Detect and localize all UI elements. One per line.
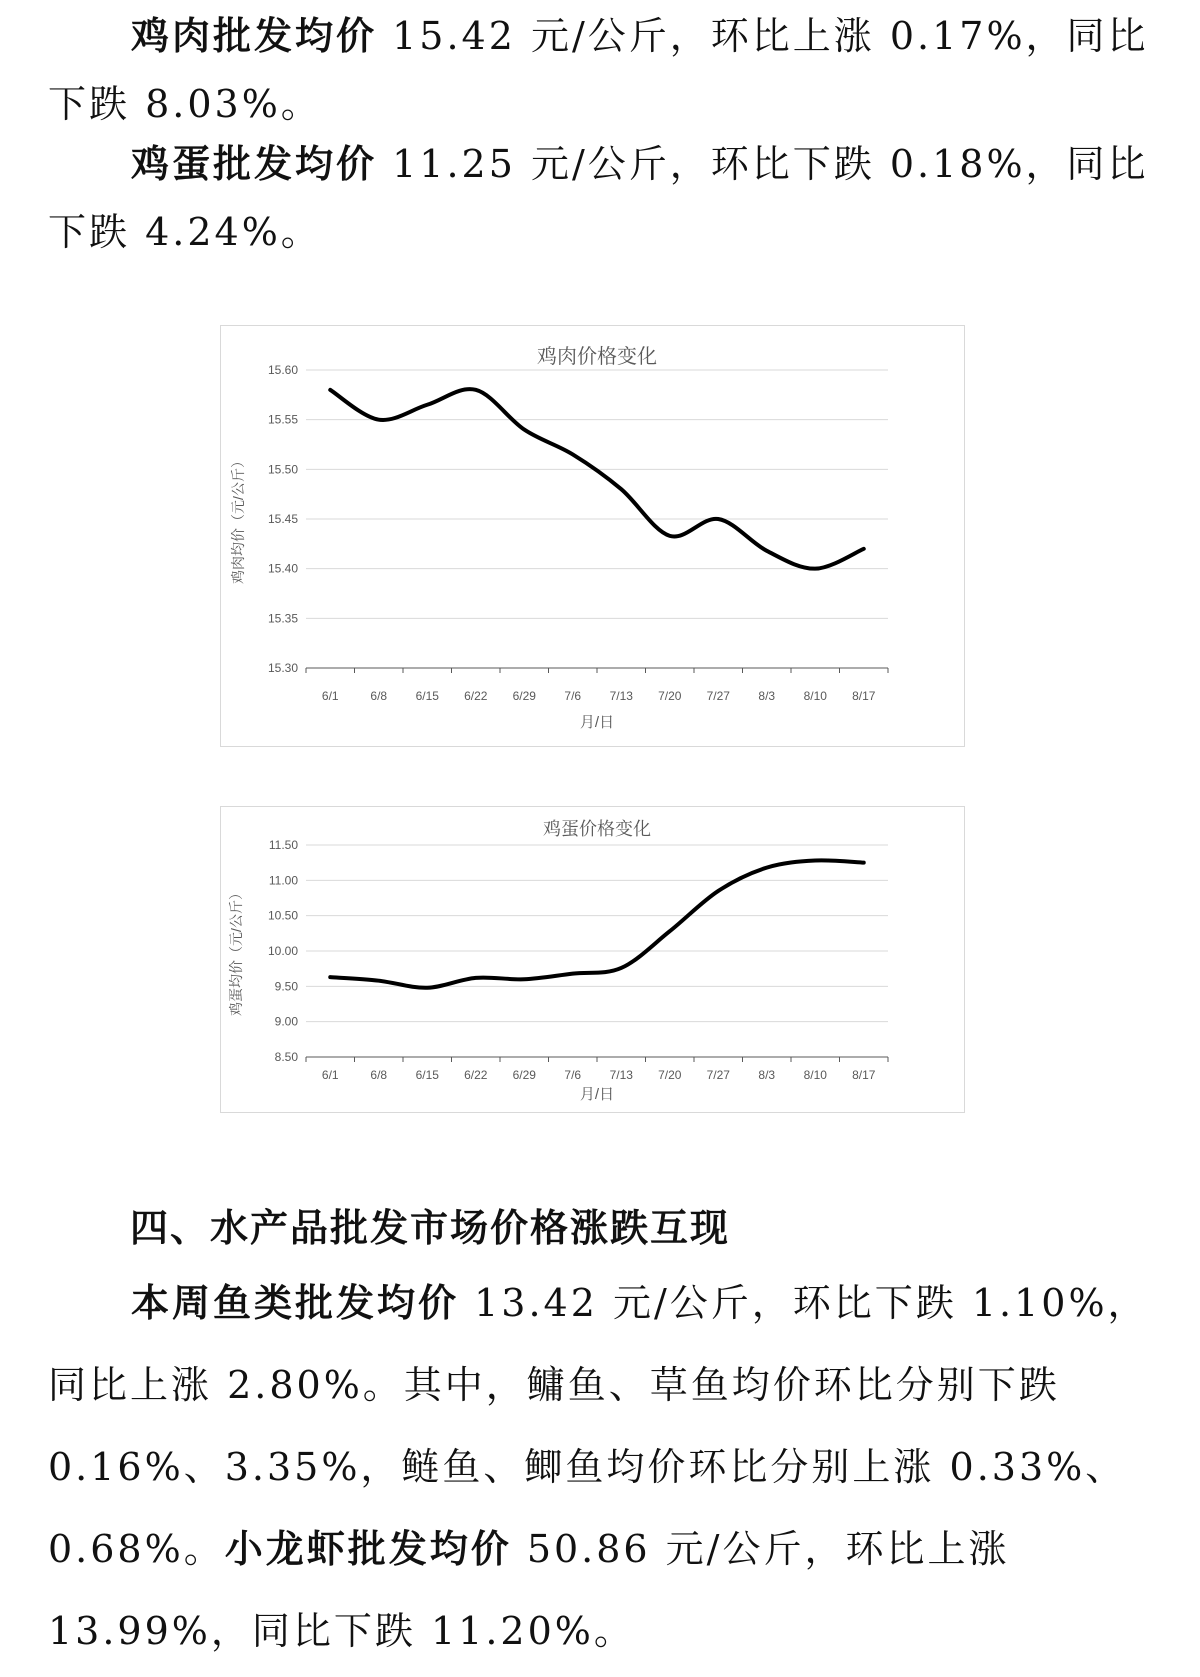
x-tick-label: 8/10 — [803, 689, 827, 703]
fish-text: 13.42 元/公斤，环比下跌 1.10%，同比上涨 2.80%。其中，鳙鱼、草鱼均价环比分别下跌 0.16%、3.35%，鲢鱼、鲫鱼均价环比分别上涨 0.33%、0.68%。 — [48, 1281, 1149, 1571]
x-tick-label: 6/29 — [512, 689, 536, 703]
x-tick-label: 7/20 — [658, 1068, 682, 1082]
y-tick-label: 15.55 — [267, 412, 298, 427]
y-tick-label: 10.50 — [267, 908, 298, 923]
y-tick-label: 11.50 — [268, 838, 298, 852]
y-tick-label: 11.00 — [268, 873, 298, 888]
x-axis-label: 月/日 — [579, 714, 615, 731]
chicken-text: 15.42 元/公斤，环比上涨 0.17%，同比下跌 8.03%。 — [48, 14, 1149, 126]
chart-title: 鸡蛋价格变化 — [543, 819, 651, 839]
chicken-chart-svg — [221, 326, 964, 746]
y-tick-label: 9.00 — [274, 1014, 298, 1029]
y-tick-label: 15.30 — [267, 661, 298, 675]
x-axis-label: 月/日 — [579, 1086, 615, 1103]
fish-paragraph — [48, 1262, 1152, 1672]
egg-chart-svg — [221, 807, 964, 1112]
x-tick-label: 7/27 — [706, 1068, 730, 1082]
x-tick-label: 7/6 — [564, 689, 582, 703]
egg-lead: 鸡蛋批发均价 — [131, 141, 378, 186]
x-tick-label: 7/20 — [658, 689, 682, 703]
x-tick-label: 6/8 — [370, 689, 388, 703]
y-tick-label: 10.00 — [267, 944, 298, 958]
egg-text: 11.25 元/公斤，环比下跌 0.18%，同比下跌 4.24%。 — [48, 142, 1149, 254]
chicken-lead: 鸡肉批发均价 — [131, 13, 378, 58]
section-title: 四、水产品批发市场价格涨跌互现 — [130, 1206, 731, 1250]
series-line — [330, 860, 864, 987]
fish-lead: 本周鱼类批发均价 — [131, 1280, 460, 1325]
x-tick-label: 8/3 — [758, 1068, 776, 1082]
y-tick-label: 15.40 — [267, 561, 298, 576]
y-tick-label: 15.60 — [267, 363, 298, 377]
y-tick-label: 15.50 — [267, 462, 298, 477]
x-tick-label: 7/27 — [706, 689, 730, 703]
x-tick-label: 6/1 — [321, 1068, 339, 1082]
x-tick-label: 6/22 — [464, 1068, 488, 1082]
chicken-paragraph — [48, 2, 1152, 138]
crayfish-lead: 小龙虾批发均价 — [224, 1526, 512, 1571]
x-tick-label: 6/29 — [512, 1068, 536, 1082]
x-tick-label: 6/22 — [464, 689, 488, 703]
series-line — [330, 389, 864, 569]
x-tick-label: 7/13 — [609, 689, 633, 703]
y-tick-label: 15.45 — [267, 512, 298, 526]
egg-paragraph — [48, 130, 1152, 266]
x-tick-label: 7/6 — [564, 1068, 582, 1082]
chart-title: 鸡肉价格变化 — [537, 346, 657, 368]
x-tick-label: 6/1 — [321, 689, 339, 703]
egg-chart — [220, 806, 965, 1113]
x-tick-label: 8/17 — [852, 1068, 876, 1082]
y-tick-label: 9.50 — [274, 979, 298, 994]
x-tick-label: 6/15 — [415, 689, 439, 703]
x-tick-label: 6/15 — [415, 1068, 439, 1082]
chicken-chart — [220, 325, 965, 747]
x-tick-label: 6/8 — [370, 1068, 388, 1082]
y-axis-label: 鸡肉均价（元/公斤） — [230, 454, 246, 584]
x-tick-label: 8/3 — [758, 689, 776, 703]
crayfish-text: 50.86 元/公斤，环比上涨 13.99%，同比下跌 11.20%。 — [48, 1527, 1010, 1653]
y-axis-label: 鸡蛋均价（元/公斤） — [228, 886, 244, 1016]
x-tick-label: 8/17 — [852, 689, 876, 703]
y-tick-label: 15.35 — [267, 611, 298, 626]
x-tick-label: 8/10 — [803, 1068, 827, 1082]
y-tick-label: 8.50 — [274, 1050, 298, 1064]
x-tick-label: 7/13 — [609, 1068, 633, 1082]
